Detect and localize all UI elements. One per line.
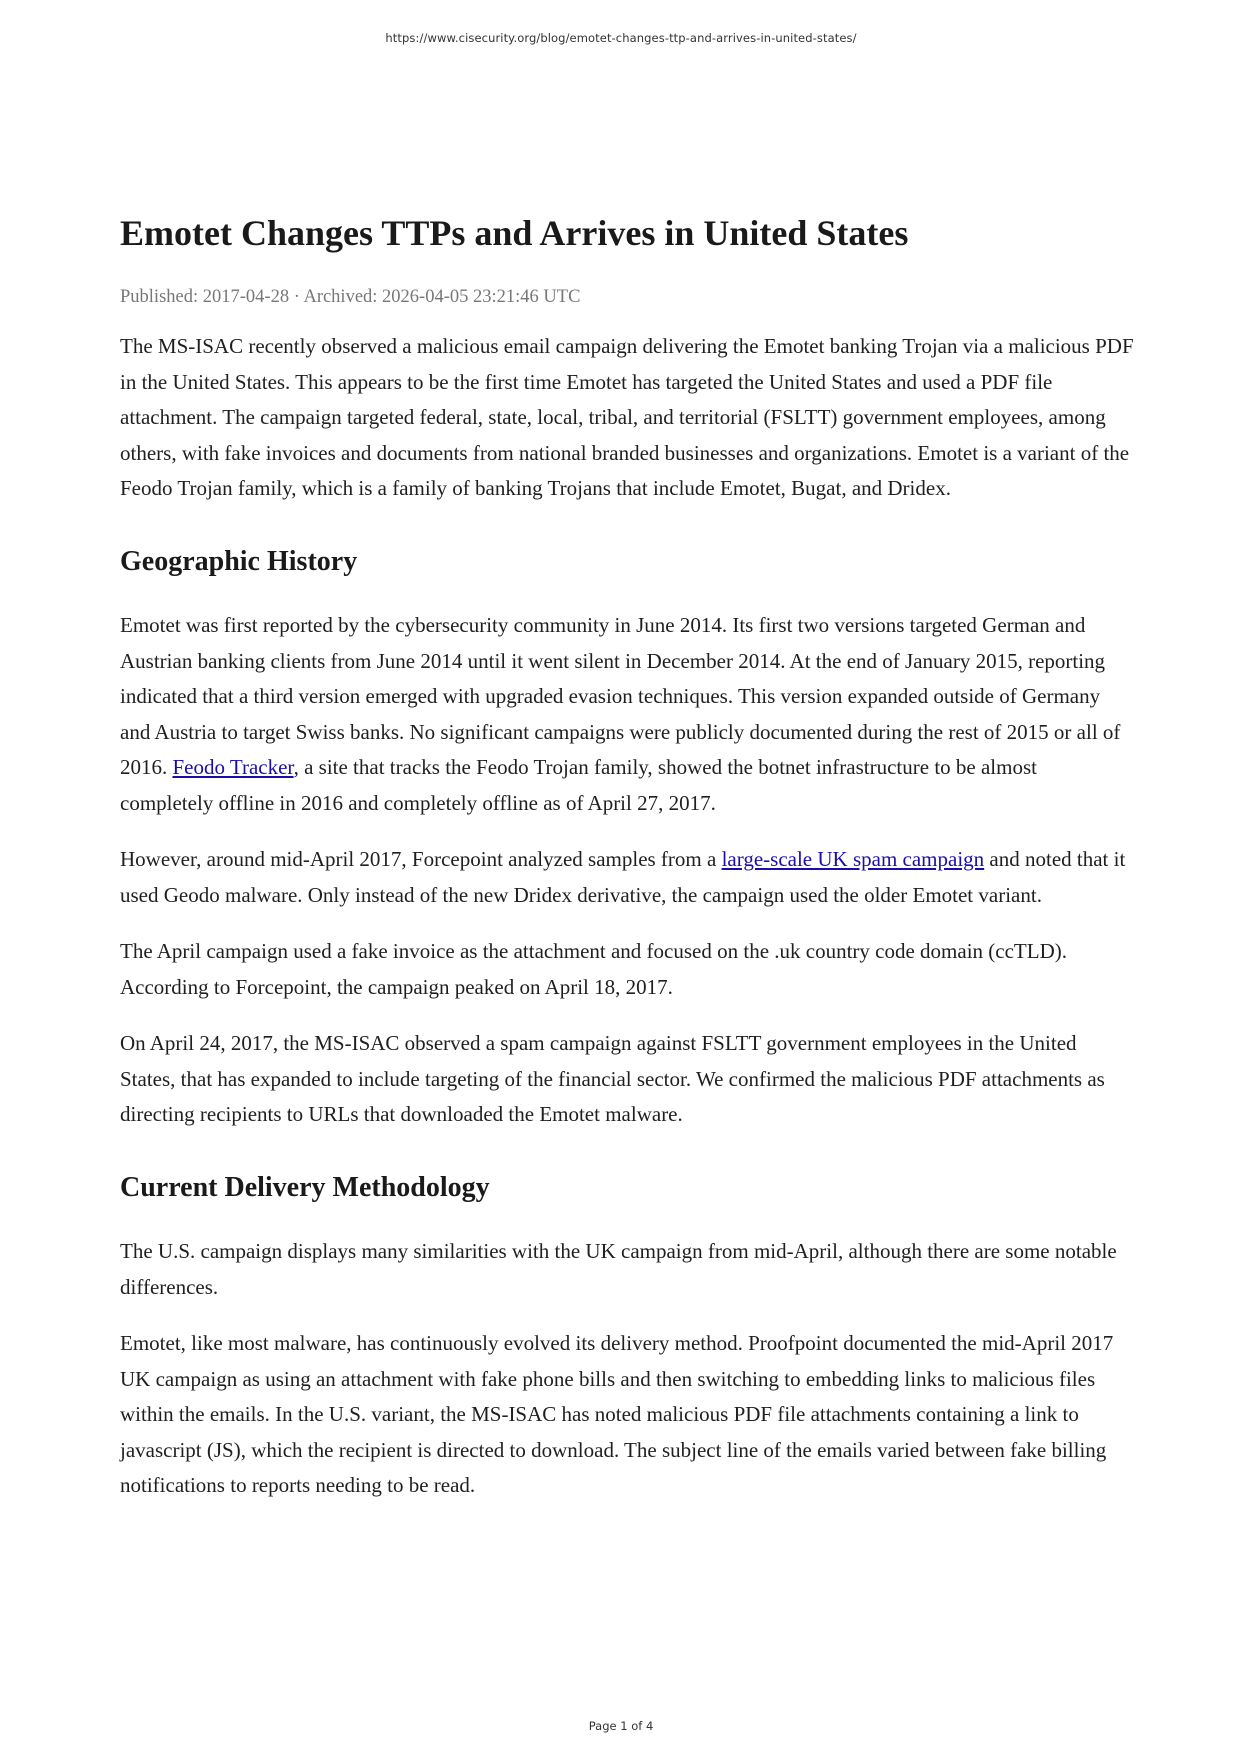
paragraph-text: , a site that tracks the Feodo Trojan family, showed the botnet infrastructure to be almost completely offline in 2016 and completely offline as of April 27, 2017. [120,755,1037,815]
geographic-history-paragraph-1 [120,608,1135,821]
page-title: Emotet Changes TTPs and Arrives in United States [120,213,909,253]
delivery-methodology-paragraph-1: The U.S. campaign displays many similarities with the UK campaign from mid-April, although there are some notable differences. [120,1239,1117,1299]
delivery-methodology-paragraph-2: Emotet, like most malware, has continuously evolved its delivery method. Proofpoint documented the mid-April 2017 UK campaign as using an attachment with fake phone bills and then switching to embedding links to malicious files within the emails. In the U.S. variant, the MS-ISAC has noted malicious PDF file attachments containing a link to javascript (JS), which the recipient is directed to download. The subject line of the emails varied between fake billing notifications to reports needing to be read. [120,1331,1114,1498]
source-url: https://www.cisecurity.org/blog/emotet-changes-ttp-and-arrives-in-united-states/ [385,31,857,45]
section-heading-geographic-history: Geographic History [120,545,358,577]
geographic-history-paragraph-2 [120,842,1135,913]
paragraph-text: and noted that it used Geodo malware. Only instead of the new Dridex derivative, the campaign used the older Emotet variant. [120,847,1126,907]
intro-paragraph: The MS-ISAC recently observed a malicious email campaign delivering the Emotet banking Trojan via a malicious PDF in the United States. This appears to be the first time Emotet has targeted the United States and used a PDF file attachment. The campaign targeted federal, state, local, tribal, and territorial (FSLTT) government employees, among others, with fake invoices and documents from national branded businesses and organizations. Emotet is a variant of the Feodo Trojan family, which is a family of banking Trojans that include Emotet, Bugat, and Dridex. [120,334,1134,501]
publish-meta: Published: 2017-04-28 · Archived: 2026-04-05 23:21:46 UTC [120,287,581,308]
geographic-history-paragraph-4: On April 24, 2017, the MS-ISAC observed a spam campaign against FSLTT government employees in the United States, that has expanded to include targeting of the financial sector. We confirmed the malicious PDF attachments as directing recipients to URLs that downloaded the Emotet malware. [120,1031,1105,1127]
paragraph-text: Emotet was first reported by the cybersecurity community in June 2014. Its first two versions targeted German and Austrian banking clients from June 2014 until it went silent in December 2014. At the end of January 2015, reporting indicated that a third version emerged with upgraded evasion techniques. This version expanded outside of Germany and Austria to target Swiss banks. No significant campaigns were publicly documented during the rest of 2015 or all of 2016. [120,613,1121,780]
feodo-tracker-link[interactable]: Feodo Tracker [172,755,294,780]
geographic-history-paragraph-3: The April campaign used a fake invoice as the attachment and focused on the .uk country code domain (ccTLD). According to Forcepoint, the campaign peaked on April 18, 2017. [120,939,1067,999]
page-number: Page 1 of 4 [588,1719,654,1733]
section-heading-current-delivery-methodology: Current Delivery Methodology [120,1171,490,1203]
uk-spam-campaign-link[interactable]: large-scale UK spam campaign [721,847,985,872]
paragraph-text: However, around mid-April 2017, Forcepoint analyzed samples from a [120,847,722,872]
article [120,212,1135,1525]
